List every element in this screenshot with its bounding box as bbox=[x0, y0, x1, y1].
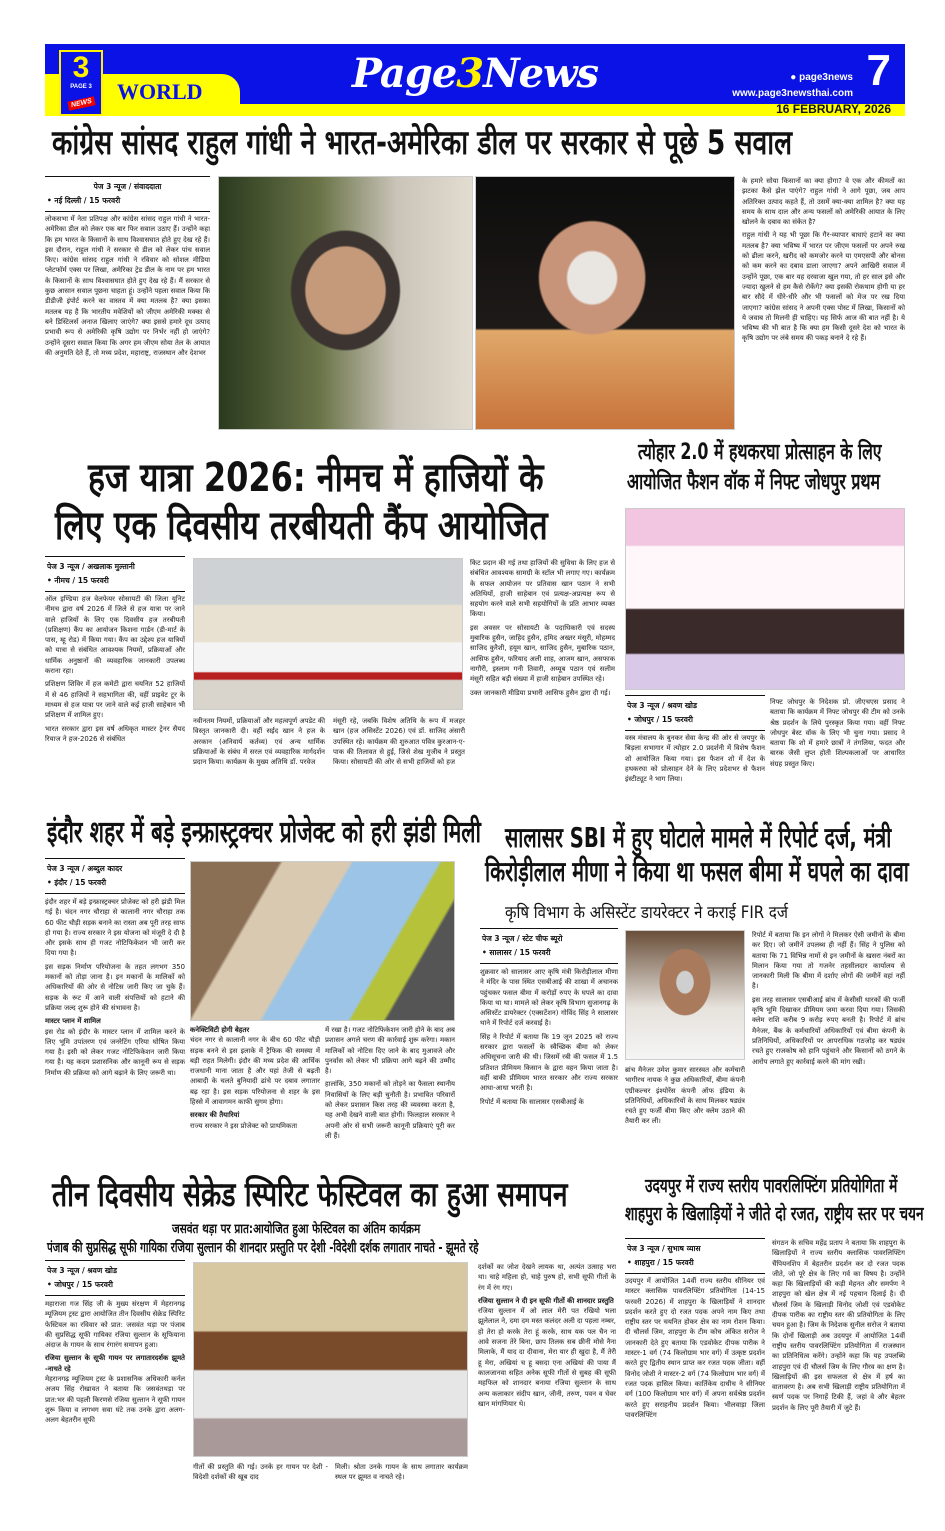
article-paragraph: चंदन नगर से कालानी नगर के बीच 60 फीट चौड़ी सड़क बनने से इस इलाके में ट्रैफिक की समस्या में बड़ी राहत मिलेगी। इंदौर की मध्य प्रदेश की आर्थिक राजधानी माना जाता है और यहां तेजी से बढ़ती आबादी के चलते बुनियादी ढांचे पर दबाव लगातार बढ़ रहा है। इस सड़क परियोजना से शहर के इस हिस्से में आवागमन काफी सुगम होगा। bbox=[190, 1036, 320, 1107]
article-paragraph: उक्त जानकारी मीडिया प्रभारी आसिफ हुसैन द्वारा दी गई। bbox=[470, 688, 611, 697]
headline: तीन दिवसीय सेक्रेड स्पिरिट फेस्टिवल का हुआ समापन bbox=[52, 1175, 568, 1215]
byline bbox=[45, 858, 185, 894]
article-paragraph: उदयपुर में आयोजित 14वीं राज्य स्तरीय सीनियर एवं मास्टर क्लासिक पावरलिफ्टिंग प्रतियोगिता (14-15 फरवरी 2026) में शाहपुरा के खिलाड़ियों ने शानदार प्रदर्शन करते हुए दो रजत पदक अपने नाम किए तथा राष्ट्रीय स्तर पर चयनित होकर क्षेत्र का नाम रोशन किया। दी चौलर्स जिम, शाहपुरा के टीम कोच अंकित सरोज ने जानकारी देते हुए बताया कि एडवोकेट दीपक पारीक ने मास्टर-1 वर्ग (74 किलोग्राम भार वर्ग) में उत्कृष्ट प्रदर्शन करते हुए द्वितीय स्थान प्राप्त कर रजत पदक जीता। वहीं विनोद जोशी ने मास्टर-2 वर्ग (74 किलोग्राम भार वर्ग) में रजत पदक हासिल किया। कार्तिकेय दाधीच ने सीनियर वर्ग (100 किलोग्राम भार वर्ग) में अपना सर्वश्रेष्ठ प्रदर्शन करते हुए सराहनीय प्रदर्शन किया। भीलवाड़ा जिला पावरलिफ्टिंग bbox=[625, 1277, 765, 1419]
byline-place-date: • जोधपुर / 15 फरवरी bbox=[47, 1280, 113, 1289]
article-column bbox=[45, 1299, 185, 1521]
newspaper-title bbox=[345, 50, 605, 97]
byline-author: पेज 3 न्यूज / संवाददाता bbox=[93, 182, 162, 191]
article-subheading: मास्टर प्लान में शामिल bbox=[45, 1017, 101, 1026]
article-paragraph: ऑल इण्डिया हज वेलफेयर सोसायटी की जिला यूनिट नीमच द्वारा वर्ष 2026 में जिले से हज यात्रा पर जाने वाले हाजियों के लिए एक दिवसीय हज तरबीयती (प्रशिक्षण) कैंप का आयोजन किशना गार्डन (डी-मार्ट के पास, म्हू रोड) में किया गया। कैंप का उद्देश्य हज यात्रियों को यात्रा से संबंधित आवश्यक नियमों, प्रक्रियाओं और धार्मिक अनुष्ठानों की व्यवहारिक जानकारी उपलब्ध कराना रहा। bbox=[45, 595, 185, 676]
logo-ribbon: NEWS bbox=[67, 96, 95, 110]
headline: सालासर SBI में हुए घोटाले मामले में रिपोर्ट दर्ज, मंत्री bbox=[505, 821, 892, 854]
article-paragraph: हालांकि, 350 मकानों को तोड़ने का फैसला स्थानीय निवासियों के लिए बड़ी चुनौती है। प्रभावित परिवारों को लेकर प्रशासन किस तरह की व्यवस्था करता है, यह अभी देखने वाली बात होगी। फिलहाल सरकार ने अपनी ओर से सभी जरूरी कानूनी प्रक्रियाएं पूरी कर ली हैं। bbox=[325, 1080, 455, 1140]
article-paragraph: सिंह ने रिपोर्ट में बताया कि 19 जून 2025 को राज्य सरकार द्वारा फसलों के स्वैच्छिक बीमा को लेकर अधिसूचना जारी की थी। जिसमें रबी की फसल में 1.5 प्रतिशत प्रीमियम किसान के द्वारा वहन किया जाता है। वहीं बाकी प्रीमियम भारत सरकार और राज्य सरकार आधा-आधा भरती है। bbox=[480, 1032, 618, 1093]
article-paragraph: राज्य सरकार ने इस प्रोजेक्ट को प्राथमिकता bbox=[190, 1121, 298, 1130]
article-paragraph: दर्शकों का जोश देखने लायक था, अत्यंत उत्साह भरा था। चाहे महिला हो, चाहे पुरुष हो, सभी सूफी गीतों के रंग में रंग गए। bbox=[478, 1263, 616, 1292]
issue-date: 16 FEBRUARY, 2026 bbox=[776, 102, 891, 116]
byline bbox=[625, 695, 765, 731]
article-paragraph: महाराजा गज सिंह जी के मुख्य संरक्षण में मेहरानगढ़ म्यूजियम ट्रस्ट द्वारा आयोजित तीन दिवसीय सेक्रेड स्पिरिट फेस्टिवल का रविवार को प्रात: जसवंत थड़ा पर पंजाब की सुप्रसिद्ध सूफी गायिका रजिया सुल्तान के सूफियाना अंदाज के गायन के साथ रंगारंग समापन हुआ। bbox=[45, 1300, 185, 1350]
masthead bbox=[45, 44, 905, 116]
social-handle: ● page3news bbox=[790, 72, 853, 83]
article-paragraph: मिली। श्रोता उनके गायन के साथ लगातार कार्यक्रम स्थल पर झूमत व नाचते रहे। bbox=[335, 1463, 468, 1482]
headline: शाहपुरा के खिलाड़ियों ने जीते दो रजत, राष्ट्रीय स्तर पर चयन bbox=[625, 1203, 924, 1225]
byline bbox=[45, 176, 210, 212]
article-subheading: कनेक्टिविटी होगी बेहतर bbox=[190, 1026, 250, 1034]
byline-author: पेज 3 न्यूज / स्टेट चीफ ब्यूरो bbox=[482, 934, 563, 943]
byline bbox=[45, 1260, 185, 1296]
article-column bbox=[190, 1025, 320, 1165]
headline: किरोड़ीलाल मीणा ने किया था फसल बीमा में घपले का दावा bbox=[485, 855, 909, 888]
article-paragraph: रिपोर्ट में बताया कि सालासर एसबीआई के bbox=[480, 1097, 584, 1106]
headline: त्योहार 2.0 में हथकरघा प्रोत्साहन के लिए bbox=[638, 440, 882, 465]
article-column bbox=[772, 1238, 905, 1521]
byline-author: पेज 3 न्यूज / अब्दुल कादर bbox=[47, 864, 123, 873]
byline bbox=[45, 556, 185, 592]
byline-place-date: • नई दिल्ली / 15 फरवरी bbox=[47, 196, 121, 205]
article-column bbox=[45, 897, 185, 1165]
article-column bbox=[625, 733, 765, 808]
article-paragraph: इंदौर शहर में बड़े इन्फ्रास्ट्रक्चर प्रोजेक्ट को हरी झंडी मिल गई है। चंदन नगर चौराहा से कालानी नगर चौराहा तक 60 फीट चौड़ी सड़क बनाने का रास्ता अब पूरी तरह साफ हो गया है। राज्य सरकार ने इस योजना को मंजूरी दे दी है और इसके साथ ही गजट नोटिफिकेशन भी जारी कर दिया गया है। bbox=[45, 898, 185, 958]
article-column bbox=[478, 1262, 616, 1521]
article-paragraph: किट प्रदान की गई तथा हाजियों की सुविधा के लिए हज से संबंधित आवश्यक सामग्री के स्टॉल भी लगाए गए। कार्यक्रम के सफल आयोजन पर प्रतिवास खान पठान ने सभी अतिथियों, हाजी साहेबान एवं प्रत्यक्ष-अप्रत्यक्ष रूप से सहयोग करने वाले सभी सहयोगियों के प्रति आभार व्यक्त किया। bbox=[470, 559, 615, 619]
article-subheading: रजिया सुल्तान के सूफी गायन पर लगातारदर्शक झूमते -नाचते रहे bbox=[45, 1354, 185, 1373]
photo-sufi-festival bbox=[193, 1262, 468, 1457]
article-column bbox=[45, 214, 210, 439]
photo-rahul-gandhi bbox=[218, 176, 473, 430]
article-paragraph: वस्त्र मंत्रालय के बुनकर सेवा केन्द्र की ओर से जयपुर के बिड़ला सभागार में त्योहार 2.0 प्रदर्शनी में विशेष फैशन शो आयोजित किया गया। इस फैशन शो में देश के हथकरघा को प्रोत्साहन देने के लिए प्रदेशभर से फैशन इंस्टीट्यूट ने भाग लिया। bbox=[625, 734, 765, 784]
article-subheading: रजिया सुल्तान ने दी इन सूफी गीतों की शानदार प्रस्तुति bbox=[478, 1296, 614, 1305]
photo-kirodilal-meena bbox=[625, 930, 745, 1060]
article-column bbox=[625, 1065, 745, 1167]
page-number: 7 bbox=[866, 46, 891, 95]
article-column bbox=[480, 967, 618, 1167]
byline-author: पेज 3 न्यूज / श्रवण खोड bbox=[47, 1266, 117, 1275]
article-paragraph: ब्रांच मैनेजर उमेश कुमार सारस्वत और कर्मचारी भागीरथ नायक ने कुछ अधिकारियों, बीमा कंपनी एग्रीकल्चर इंश्योरेंस कंपनी ऑफ इंडिया के प्रतिनिधियों, अधिकारियों के साथ मिलकर षड्यंत्र रचते हुए फर्जी बीमा किए और क्लेम उठाने की तैयारी कर ली। bbox=[625, 1066, 745, 1126]
article-paragraph: गीतों की प्रस्तुति की गई। उनके हर गायन पर देशी - विदेशी दर्शकों की खूब दाद bbox=[193, 1463, 328, 1482]
headline: इंदौर शहर में बड़े इन्फ्रास्ट्रक्चर प्रोजेक्ट को हरी झंडी मिली bbox=[47, 815, 481, 850]
headline: आयोजित फैशन वॉक में निफ्ट जोधपुर प्रथम bbox=[627, 470, 881, 495]
article-paragraph: के हमारे सोया किसानों का क्या होगा? वे एक और कीमतों का झटका कैसे झेल पाएंगे? राहुल गांधी ने आगे पूछा, जब आप अतिरिक्त उत्पाद कहते हैं, तो उसमें क्या-क्या शामिल है? क्या यह समय के साथ दाल और अन्य फसलों को अमेरिकी आयात के लिए खोलने के दबाव का संकेत है? bbox=[742, 177, 905, 227]
byline bbox=[480, 928, 618, 964]
article-column bbox=[333, 716, 465, 806]
article-paragraph: में रखा है। गजट नोटिफिकेशन जारी होने के बाद अब प्रशासन अगले चरण की कार्रवाई शुरू करेगा। मकान मालिकों को नोटिस दिए जाने के बाद मुआवजे और पुनर्वास को लेकर भी प्रक्रिया आगे बढ़ने की उम्मीद है। bbox=[325, 1026, 455, 1076]
article-subheading: सरकार की तैयारियां bbox=[190, 1111, 240, 1120]
byline-place-date: • इंदौर / 15 फरवरी bbox=[47, 878, 107, 887]
article-paragraph: मेहरानगढ़ म्यूजियम ट्रस्ट के प्रशासनिक अधिकारी कर्नल अजय सिंह रोखावत ने बताया कि जसवंतथड़ा पर प्रात:भर की पहली किरणसे रजिया सुल्तान ने सूफी गायन शुरू किया व लगभग सवा घंटे तक उनके द्वारा अलग-अलग बेहतरीन सूफी bbox=[45, 1375, 185, 1425]
article-paragraph: मंसूरी रहे, जबकि विशेष अतिथि के रूप में मजहर खान (हज असिस्टेंट 2026) एवं डॉ. साजिद अंसारी उपस्थित रहे। कार्यक्रम की शुरुआत पवित्र कुरआन-ए-पाक की तिलावत से हुई, जिसे शेख मुजीब ने प्रस्तुत किया। सोसायटी की ओर से सभी हाजियों को हज bbox=[333, 717, 465, 767]
byline-place-date: • जोधपुर / 15 फरवरी bbox=[627, 715, 693, 724]
article-paragraph: इस सड़क निर्माण परियोजना के तहत लगभग 350 मकानों को तोड़ा जाना है। इन मकानों के मालिकों को अधिकारियों की ओर से नोटिस जारी किए जा चुके हैं। सड़क के रूट में आने वाली संपत्तियों को हटाने की प्रक्रिया जल्द शुरू होने की संभावना है। bbox=[45, 962, 185, 1012]
article-paragraph: राहुल गांधी ने यह भी पूछा कि गैर-व्यापार बाधाएं हटाने का क्या मतलब है? क्या भविष्य में भारत पर जीएम फसलों पर अपने रुख को ढीला करने, खरीद को कमजोर करने या एमएसपी और बोनस को कम करने का दबाव डाला जाएगा? अपने आखिरी सवाल में उन्होंने पूछा, एक बार यह दरवाजा खुल गया, तो हर साल इसे और ज्यादा खुलने से हम कैसे रोकेंगे? क्या इसकी रोकथाम होगी या हर बार सौदे में धीरे-धीरे और भी फसलों को मेज पर रख दिया जाएगा? कांग्रेस सांसद ने अपनी एक्स पोस्ट में लिखा, किसानों को ये जवाब तो मिलनी ही चाहिए। यह सिर्फ आज की बात नहीं है। ये भविष्य की भी बात है कि क्या हम किसी दूसरे देश को भारत के कृषि उद्योग पर लंबे समय की पकड़ बनाने दे रहे हैं। bbox=[742, 231, 905, 343]
subheadline: पंजाब की सुप्रसिद्ध सूफी गायिका रजिया सुल्तान की शानदार प्रस्तुति पर देशी -विदेशी दर्शक लगातार नाचते - झूमते रहे bbox=[47, 1240, 479, 1256]
byline bbox=[625, 1238, 765, 1274]
article-column bbox=[742, 176, 905, 438]
photo-road-construction bbox=[190, 861, 455, 1021]
byline-author: पेज 3 न्यूज / सुभाष व्यास bbox=[627, 1244, 701, 1253]
article-paragraph: रजिया सुल्तान में ओ लाल मेरी पत रखियो भला झूलेलाल ने, दमा दम मस्त कलंदर अली दा पहला नम्बर, हो तेरा हो करके तेरा हूं करके, साथ यक पल चैन ना आवे सजना तेरे बिना, छाप तिलक सब छीनी मोसे नैना मिलाके, मैं याद दा दीवाना, मेरा यार ही खुदा है, मैं तेरी हू मेरा, अखियां च हू बसदा एना अखियां की पाया मैं कालजानवा सहित अनेक सूफी गीतों से सुबह की सूफी महफिल को शानदार बनाया रजिया सुल्तान के साथ अन्य कलाकार संदीप खान, जीनी, तरुण, पवन व घेवर खान मांगणियार थे। bbox=[478, 1307, 616, 1408]
subheadline: कृषि विभाग के असिस्टेंट डायरेक्टर ने कराई FIR दर्ज bbox=[505, 903, 788, 923]
title-part: News bbox=[483, 50, 599, 97]
article-column bbox=[193, 716, 325, 806]
article-column bbox=[770, 697, 905, 809]
headline: लिए एक दिवसीय तरबीयती कैंप आयोजित bbox=[55, 503, 548, 549]
article-paragraph: इस तरह सालासर एसबीआई ब्रांच में केसीसी धारकों की फर्जी कृषि भूमि दिखाकर प्रीमियम जमा करवा दिया गया। जिसकी क्लेम राशि करीब 9 करोड़ रुपए बनती है। रिपोर्ट में ब्रांच मैनेजर, बैंक के कर्मचारियों अधिकारियों एवं बीमा कंपनी के प्रतिनिधियों, अधिकारियों पर आपराधिक गठजोड़ कर षड्यंत्र रचते हुए राजकोष को हानि पहुंचाने और किसानों को ठगने के आरोप लगाते हुए कार्रवाई करने की मांग रखी। bbox=[752, 995, 905, 1066]
byline-place-date: • सालासर / 15 फरवरी bbox=[482, 948, 551, 957]
article-column bbox=[752, 930, 905, 1167]
byline-place-date: • नीमच / 15 फरवरी bbox=[47, 576, 109, 585]
photo-fashion-walk bbox=[625, 508, 905, 690]
headline: उदयपुर में राज्य स्तरीय पावरलिफ्टिंग प्रतियोगिता में bbox=[645, 1175, 898, 1197]
headline: हज यात्रा 2026: नीमच में हाजियों के bbox=[88, 455, 544, 501]
page3-logo bbox=[59, 50, 103, 116]
byline-author: पेज 3 न्यूज / श्रवण खोड bbox=[627, 701, 697, 710]
photo-hajj-camp bbox=[193, 558, 463, 710]
article-paragraph: इस रोड को इंदौर के मास्टर प्लान में शामिल करने के लिए भूमि उपांतरण एवं जनरेटिंग एरिया घोषित किया गया है। इसी को लेकर गजट नोटिफिकेशन जारी किया गया है। यह कदम प्रशासनिक और कानूनी रूप से सड़क निर्माण की प्रक्रिया को आगे बढ़ाने के लिए जरूरी था। bbox=[45, 1027, 185, 1077]
article-paragraph: संगठन के सचिव महेंद्र प्रताप ने बताया कि शाहपुरा के खिलाड़ियों ने राज्य स्तरीय क्लासिक पावरलिफ्टिंग चैंपियनशिप में बेहतरीन प्रदर्शन कर दो रजत पदक जीते, जो पूरे क्षेत्र के लिए गर्व का विषय है। उन्होंने कहा कि खिलाड़ियों की कड़ी मेहनत और समर्पण ने शाहपुरा को खेल क्षेत्र में नई पहचान दिलाई है। दी चौलर्स जिम के खिलाड़ी विनोद जोशी एवं एडवोकेट दीपक पारीक का राष्ट्रीय स्तर की प्रतियोगिता के लिए चयन हुआ है। जिम के निदेशक सुनील सरोज ने बताया कि दोनों खिलाड़ी अब उदयपुर में आयोजित 14वीं राष्ट्रीय स्तरीय पावरलिफ्टिंग प्रतियोगिता में राजस्थान का प्रतिनिधित्व करेंगे। उन्होंने कहा कि यह उपलब्धि शाहपुरा एवं दी चौलर्स जिम के लिए गौरव का क्षण है। खिलाड़ियों की इस सफलता से क्षेत्र में हर्ष का वातावरण है। अब सभी खिलाड़ी राष्ट्रीय प्रतियोगिता में स्वर्ण पदक पर निगाहें टिकी हैं, जहां वे और बेहतर प्रदर्शन के लिए पूरी तैयारी में जुटे हैं। bbox=[772, 1239, 905, 1412]
photo-narendra-modi bbox=[475, 176, 735, 430]
article-paragraph: शुक्रवार को सालासर आए कृषि मंत्री किरोड़ीलाल मीणा ने मंदिर के पास स्थित एसबीआई की शाखा में अचानक पहुंचकर फसल बीमा में करोड़ों रुपए के घपले का दावा किया था था। मामले को लेकर कृषि विभाग सुजानगढ़ के असिस्टेंट डायरेक्टर (एक्सटेंशन) गोविंद सिंह ने सालासर थाने में रिपोर्ट दर्ज करवाई है। bbox=[480, 968, 618, 1028]
article-column bbox=[335, 1462, 468, 1521]
logo-number: 3 bbox=[72, 51, 90, 84]
byline-place-date: • शाहपुरा / 15 फरवरी bbox=[627, 1258, 694, 1267]
article-paragraph: इस अवसर पर सोसायटी के पदाधिकारी एवं सदस्य मुबारिक हुसैन, जाहिद हुसैन, हमिद अख्तर मंसूरी, मोहम्मद साजिद कुरैशी, हयूम खान, साजिद हुसैन, मुबारिक पठान, आसिफ हुसैन, फरियाद अली शाह, आजम खान, असफाक नागौरी, इस्लाम गनी तिवारी, अय्यूब पठान एवं सलीम मंसूरी सहित बड़ी संख्या में हाजी साहेबान उपस्थित रहे। bbox=[470, 623, 615, 684]
article-column bbox=[470, 558, 615, 806]
article-paragraph: निफ्ट जोधपुर के निदेशक प्रो. जीएचएस प्रसाद ने बताया कि कार्यक्रम में निफ्ट जोधपुर की टीम को उनके श्रेष्ठ प्रदर्शन के लिये पुरस्कृत किया गया। वहीं निफ्ट जोधपुर बेस्ट वॉक के लिए भी चुना गया। प्रसाद ने बताया कि शो में हमारे छात्रों ने तंगलिया, फदत और बारक जैसी लुप्त होती शिल्पकलाओं पर आधारित संग्रह प्रस्तुत किए। bbox=[770, 698, 905, 768]
article-paragraph: प्रशिक्षण शिविर में हज कमेटी द्वारा चयनित 52 हाजियों में से 46 हाजियों ने सहभागिता की, वहीं प्राइवेट टूर के माध्यम से हज यात्रा पर जाने वाले कई हाजी साहेबान भी प्रशिक्षण में शामिल हुए। bbox=[45, 680, 185, 720]
article-paragraph: नवीनतम नियमों, प्रक्रियाओं और महत्वपूर्ण अपडेट की विस्तृत जानकारी दी। वहीं सईद खान ने हज के अरकान (अनिवार्य कर्तव्य) एवं अन्य धार्मिक प्रक्रियाओं के संबंध में सरल एवं व्यवहारिक मार्गदर्शन प्रदान किया। कार्यक्रम के मुख्य अतिथि डॉ. परवेज bbox=[193, 717, 325, 767]
section-label: WORLD bbox=[117, 79, 203, 104]
article-column bbox=[325, 1025, 455, 1165]
article-paragraph: भारत सरकार द्वारा इस वर्ष अधिकृत मास्टर ट्रेनर सैयद रियाज ने हज-2026 से संबंधित bbox=[45, 724, 185, 743]
byline-author: पेज 3 न्यूज / अखलाक मुल्तानी bbox=[47, 562, 135, 571]
logo-sub: PAGE 3 bbox=[70, 84, 92, 90]
website-url: www.page3newsthai.com bbox=[732, 88, 853, 99]
article-column bbox=[193, 1462, 328, 1521]
article-paragraph: लोकसभा में नेता प्रतिपक्ष और कांग्रेस सांसद राहुल गांधी ने भारत-अमेरिका डील को लेकर एक बार फिर सवाल उठाए हैं। उन्होंने कहा कि हम भारत के किसानों के साथ विश्वासघात होते हुए देख रहे हैं। इस दौरान, राहुल गांधी ने सरकार से डील को लेकर पांच सवाल किए। कांग्रेस सांसद राहुल गांधी ने रविवार को सोशल मीडिया प्लेटफॉर्म एक्स पर लिखा, अमेरिका ट्रेड डील के नाम पर हम भारत के किसानों के साथ विश्वासघात होते हुए देख रहे हैं। मैं सरकार से कुछ आसान सवाल पूछना चाहता हूं। उन्होंने पहला सवाल किया कि डीडीजी इंपोर्ट करने का वास्तव में क्या मतलब है? क्या इसका मतलब यह है कि भारतीय मवेशियों को जीएम अमेरिकी मक्का से बने डिस्टिलर्स अनाज खिलाए जाएंगे? क्या इससे हमारे दूध उत्पाद प्रभावी रूप से अमेरिकी कृषि उद्योग पर निर्भर नहीं हो जाएंगे? उन्होंने दूसरा सवाल किया कि अगर हम जीएम सोया तेल के आयात की अनुमति देते हैं, तो मध्य प्रदेश, महाराष्ट्र, राजस्थान और देशभर bbox=[45, 215, 210, 357]
title-part: 3 bbox=[456, 50, 484, 97]
article-column bbox=[45, 594, 185, 806]
article-column bbox=[625, 1276, 765, 1521]
headline: कांग्रेस सांसद राहुल गांधी ने भारत-अमेरिका डील पर सरकार से पूछे 5 सवाल bbox=[52, 123, 793, 163]
article-paragraph: रिपोर्ट में बताया कि इन लोगों ने मिलकर ऐसी जमीनों के बीमा कर दिए। जो जमीनें उपलब्ध ही नहीं हैं। सिंह ने पुलिस को बताया कि 71 विभिन्न नामों से इन जमीनों के खसरा नंबरों का मिलान किया गया तो गजनेर तहसीलदार कार्यालय से जानकारी मिली कि बीमा में दर्शाए लोगों की जमीनें वहां नहीं है। bbox=[752, 931, 905, 991]
subheadline: जसवंत थड़ा पर प्रात:आयोजित हुआ फेस्टिवल का अंतिम कार्यक्रम bbox=[172, 1222, 421, 1237]
title-part: Page bbox=[351, 50, 457, 97]
